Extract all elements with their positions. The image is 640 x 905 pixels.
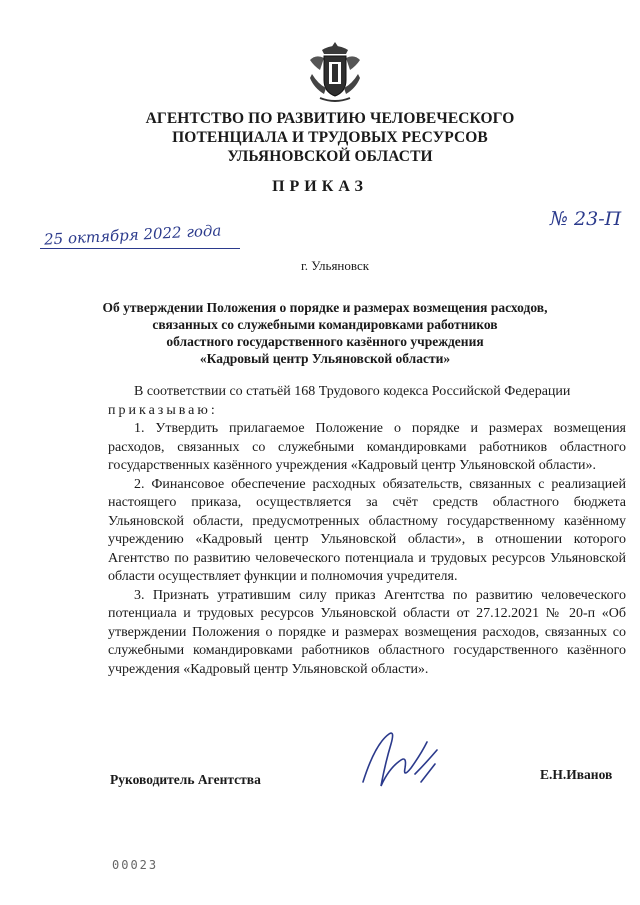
item-3: 3. Признать утратившим силу приказ Агентства по развитию человеческого потенциала и трудовых ресурсов Ульяновской области от 27.12.2021 № 20-п «Об утверждении Положения о порядке и размерах возмещения расходов, связанных со служебными командировками работников областного государственного казённого учреждения «Кадровый центр Ульяновской области». bbox=[108, 587, 626, 677]
intro-paragraph: В соответствии со статьёй 168 Трудового кодекса Российской Федерации bbox=[134, 384, 571, 399]
signer-name: Е.Н.Иванов bbox=[540, 767, 613, 782]
document-title bbox=[90, 299, 560, 367]
agency-name-line-1: АГЕНТСТВО ПО РАЗВИТИЮ ЧЕЛОВЕЧЕСКОГО bbox=[145, 110, 515, 127]
order-directive: приказываю: bbox=[108, 402, 218, 418]
title-line-4: «Кадровый центр Ульяновской области» bbox=[199, 351, 451, 366]
handwritten-signature bbox=[355, 724, 445, 794]
signer-position: Руководитель Агентства bbox=[110, 772, 261, 787]
serial-number: 00023 bbox=[112, 858, 159, 872]
handwritten-date: 25 октября 2022 года bbox=[43, 221, 222, 249]
item-1: 1. Утвердить прилагаемое Положение о порядке и размерах возмещения расходов, связанных со служебными командировками работников областного государственных казённого учреждения «Кадровый центр Ульяновской области». bbox=[108, 421, 626, 473]
title-line-1: Об утверждении Положения о порядке и размерах возмещения расходов, bbox=[102, 300, 548, 315]
title-line-3: областного государственного казённого учреждения bbox=[166, 334, 484, 349]
item-2: 2. Финансовое обеспечение расходных обязательств, связанных с реализацией настоящего приказа, осуществляется за счёт средств областного бюджета Ульяновской области, предусмотренных областному государственному казённому учреждению «Кадровый центр Ульяновской области», в отношении которого Агентство по развитию человеческого потенциала и трудовых ресурсов Ульяновской области осуществляет функции и полномочия учредителя. bbox=[108, 476, 626, 584]
agency-name bbox=[120, 109, 540, 166]
handwritten-order-number: № 23-П bbox=[550, 208, 622, 230]
document-type: ПРИКАЗ bbox=[272, 178, 368, 195]
date-underline bbox=[40, 248, 240, 249]
coat-of-arms-emblem bbox=[306, 40, 364, 104]
title-line-2: связанных со служебными командировками работников bbox=[152, 317, 498, 332]
city: г. Ульяновск bbox=[300, 258, 370, 273]
document-body bbox=[108, 383, 626, 679]
agency-name-line-2: ПОТЕНЦИАЛА И ТРУДОВЫХ РЕСУРСОВ bbox=[172, 129, 488, 146]
agency-name-line-3: УЛЬЯНОВСКОЙ ОБЛАСТИ bbox=[227, 148, 433, 165]
